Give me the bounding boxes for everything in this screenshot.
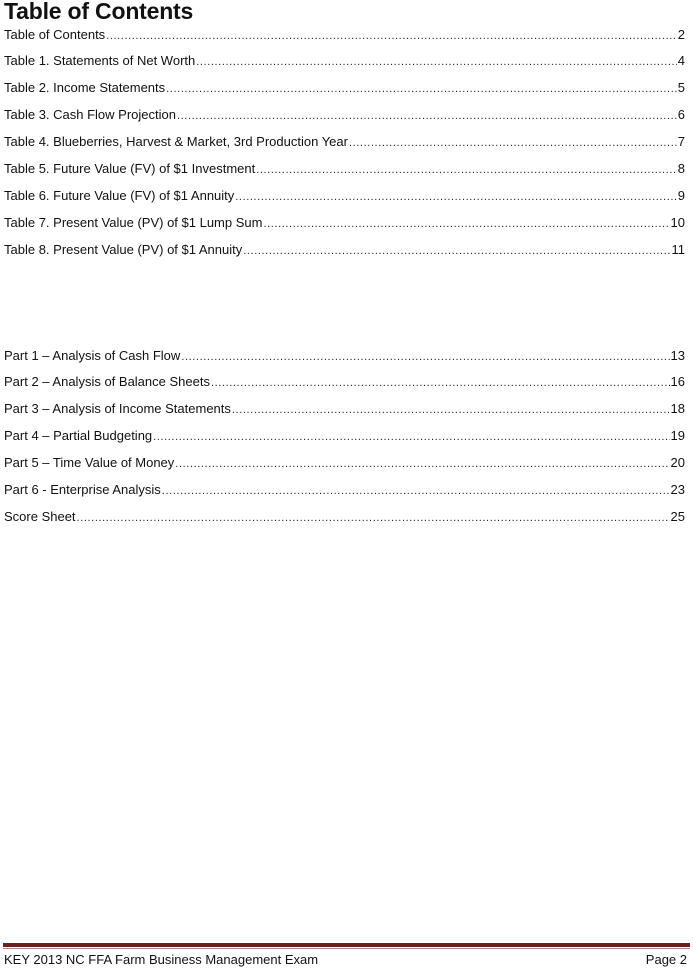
dot-leader xyxy=(153,428,669,446)
toc-entry-label: Part 6 - Enterprise Analysis xyxy=(4,482,161,497)
footer-divider-line xyxy=(3,948,690,949)
toc-entry-page: 19 xyxy=(670,428,685,443)
toc-entry-part-1[interactable] xyxy=(4,347,685,373)
toc-entry-page: 5 xyxy=(677,80,685,95)
toc-entry-label: Table 7. Present Value (PV) of $1 Lump Sum xyxy=(4,215,263,230)
toc-entry-page: 20 xyxy=(670,455,685,470)
footer-document-title: KEY 2013 NC FFA Farm Business Management Exam xyxy=(4,952,319,967)
toc-entry-page: 11 xyxy=(671,242,685,257)
dot-leader xyxy=(256,161,677,179)
toc-entry-label: Table 2. Income Statements xyxy=(4,80,166,95)
dot-leader xyxy=(177,107,677,125)
toc-entry-page: 4 xyxy=(677,53,685,68)
toc-entry-page: 18 xyxy=(670,401,685,416)
toc-entry-table-of-contents[interactable] xyxy=(4,26,685,52)
toc-entry-part-6[interactable] xyxy=(4,481,685,508)
dot-leader xyxy=(232,401,670,419)
toc-entry-table-7[interactable] xyxy=(4,214,685,241)
toc-entry-label: Table 5. Future Value (FV) of $1 Investment xyxy=(4,161,256,176)
toc-entry-table-1[interactable] xyxy=(4,52,685,79)
toc-entry-label: Table 3. Cash Flow Projection xyxy=(4,107,176,122)
dot-leader xyxy=(263,215,669,233)
toc-entry-page: 6 xyxy=(677,107,685,122)
dot-leader xyxy=(243,242,670,260)
dot-leader xyxy=(349,134,677,152)
toc-parts-list xyxy=(4,347,685,535)
toc-entry-label: Table 1. Statements of Net Worth xyxy=(4,53,196,68)
toc-entry-label: Table 6. Future Value (FV) of $1 Annuity xyxy=(4,188,235,203)
toc-entry-page: 2 xyxy=(677,27,685,42)
toc-entry-table-3[interactable] xyxy=(4,106,685,133)
toc-entry-page: 9 xyxy=(677,188,685,203)
toc-entry-page: 10 xyxy=(670,215,685,230)
toc-entry-page: 8 xyxy=(677,161,685,176)
toc-entry-label: Part 1 – Analysis of Cash Flow xyxy=(4,348,181,363)
dot-leader xyxy=(162,482,670,500)
toc-entry-table-5[interactable] xyxy=(4,160,685,187)
footer-page-number: Page 2 xyxy=(645,952,687,967)
toc-entry-label: Part 5 – Time Value of Money xyxy=(4,455,175,470)
toc-entry-table-4[interactable] xyxy=(4,133,685,160)
toc-entry-label: Part 4 – Partial Budgeting xyxy=(4,428,153,443)
toc-entry-part-4[interactable] xyxy=(4,427,685,454)
dot-leader xyxy=(77,509,670,527)
toc-entry-page: 13 xyxy=(670,348,685,363)
footer-divider-bar xyxy=(3,943,690,947)
toc-entry-label: Score Sheet xyxy=(4,509,76,524)
toc-entry-page: 7 xyxy=(677,134,685,149)
dot-leader xyxy=(196,53,677,71)
toc-entry-table-6[interactable] xyxy=(4,187,685,214)
dot-leader xyxy=(106,27,677,45)
dot-leader xyxy=(166,80,677,98)
toc-entry-label: Table of Contents xyxy=(4,27,106,42)
toc-entry-label: Part 2 – Analysis of Balance Sheets xyxy=(4,374,210,389)
toc-entry-page: 16 xyxy=(670,374,685,389)
toc-entry-part-3[interactable] xyxy=(4,400,685,427)
dot-leader xyxy=(211,374,670,392)
toc-entry-label: Part 3 – Analysis of Income Statements xyxy=(4,401,231,416)
toc-entry-page: 23 xyxy=(670,482,685,497)
toc-entry-part-5[interactable] xyxy=(4,454,685,481)
toc-tables-list xyxy=(4,26,685,268)
toc-entry-page: 25 xyxy=(670,509,685,524)
dot-leader xyxy=(181,348,669,366)
toc-entry-table-8[interactable] xyxy=(4,241,685,268)
toc-entry-table-2[interactable] xyxy=(4,79,685,106)
page-title: Table of Contents xyxy=(4,0,194,24)
dot-leader xyxy=(175,455,669,473)
dot-leader xyxy=(235,188,676,206)
toc-entry-label: Table 4. Blueberries, Harvest & Market, 3rd Production Year xyxy=(4,134,348,149)
toc-entry-score-sheet[interactable] xyxy=(4,508,685,535)
toc-entry-part-2[interactable] xyxy=(4,373,685,400)
toc-entry-label: Table 8. Present Value (PV) of $1 Annuity xyxy=(4,242,243,257)
